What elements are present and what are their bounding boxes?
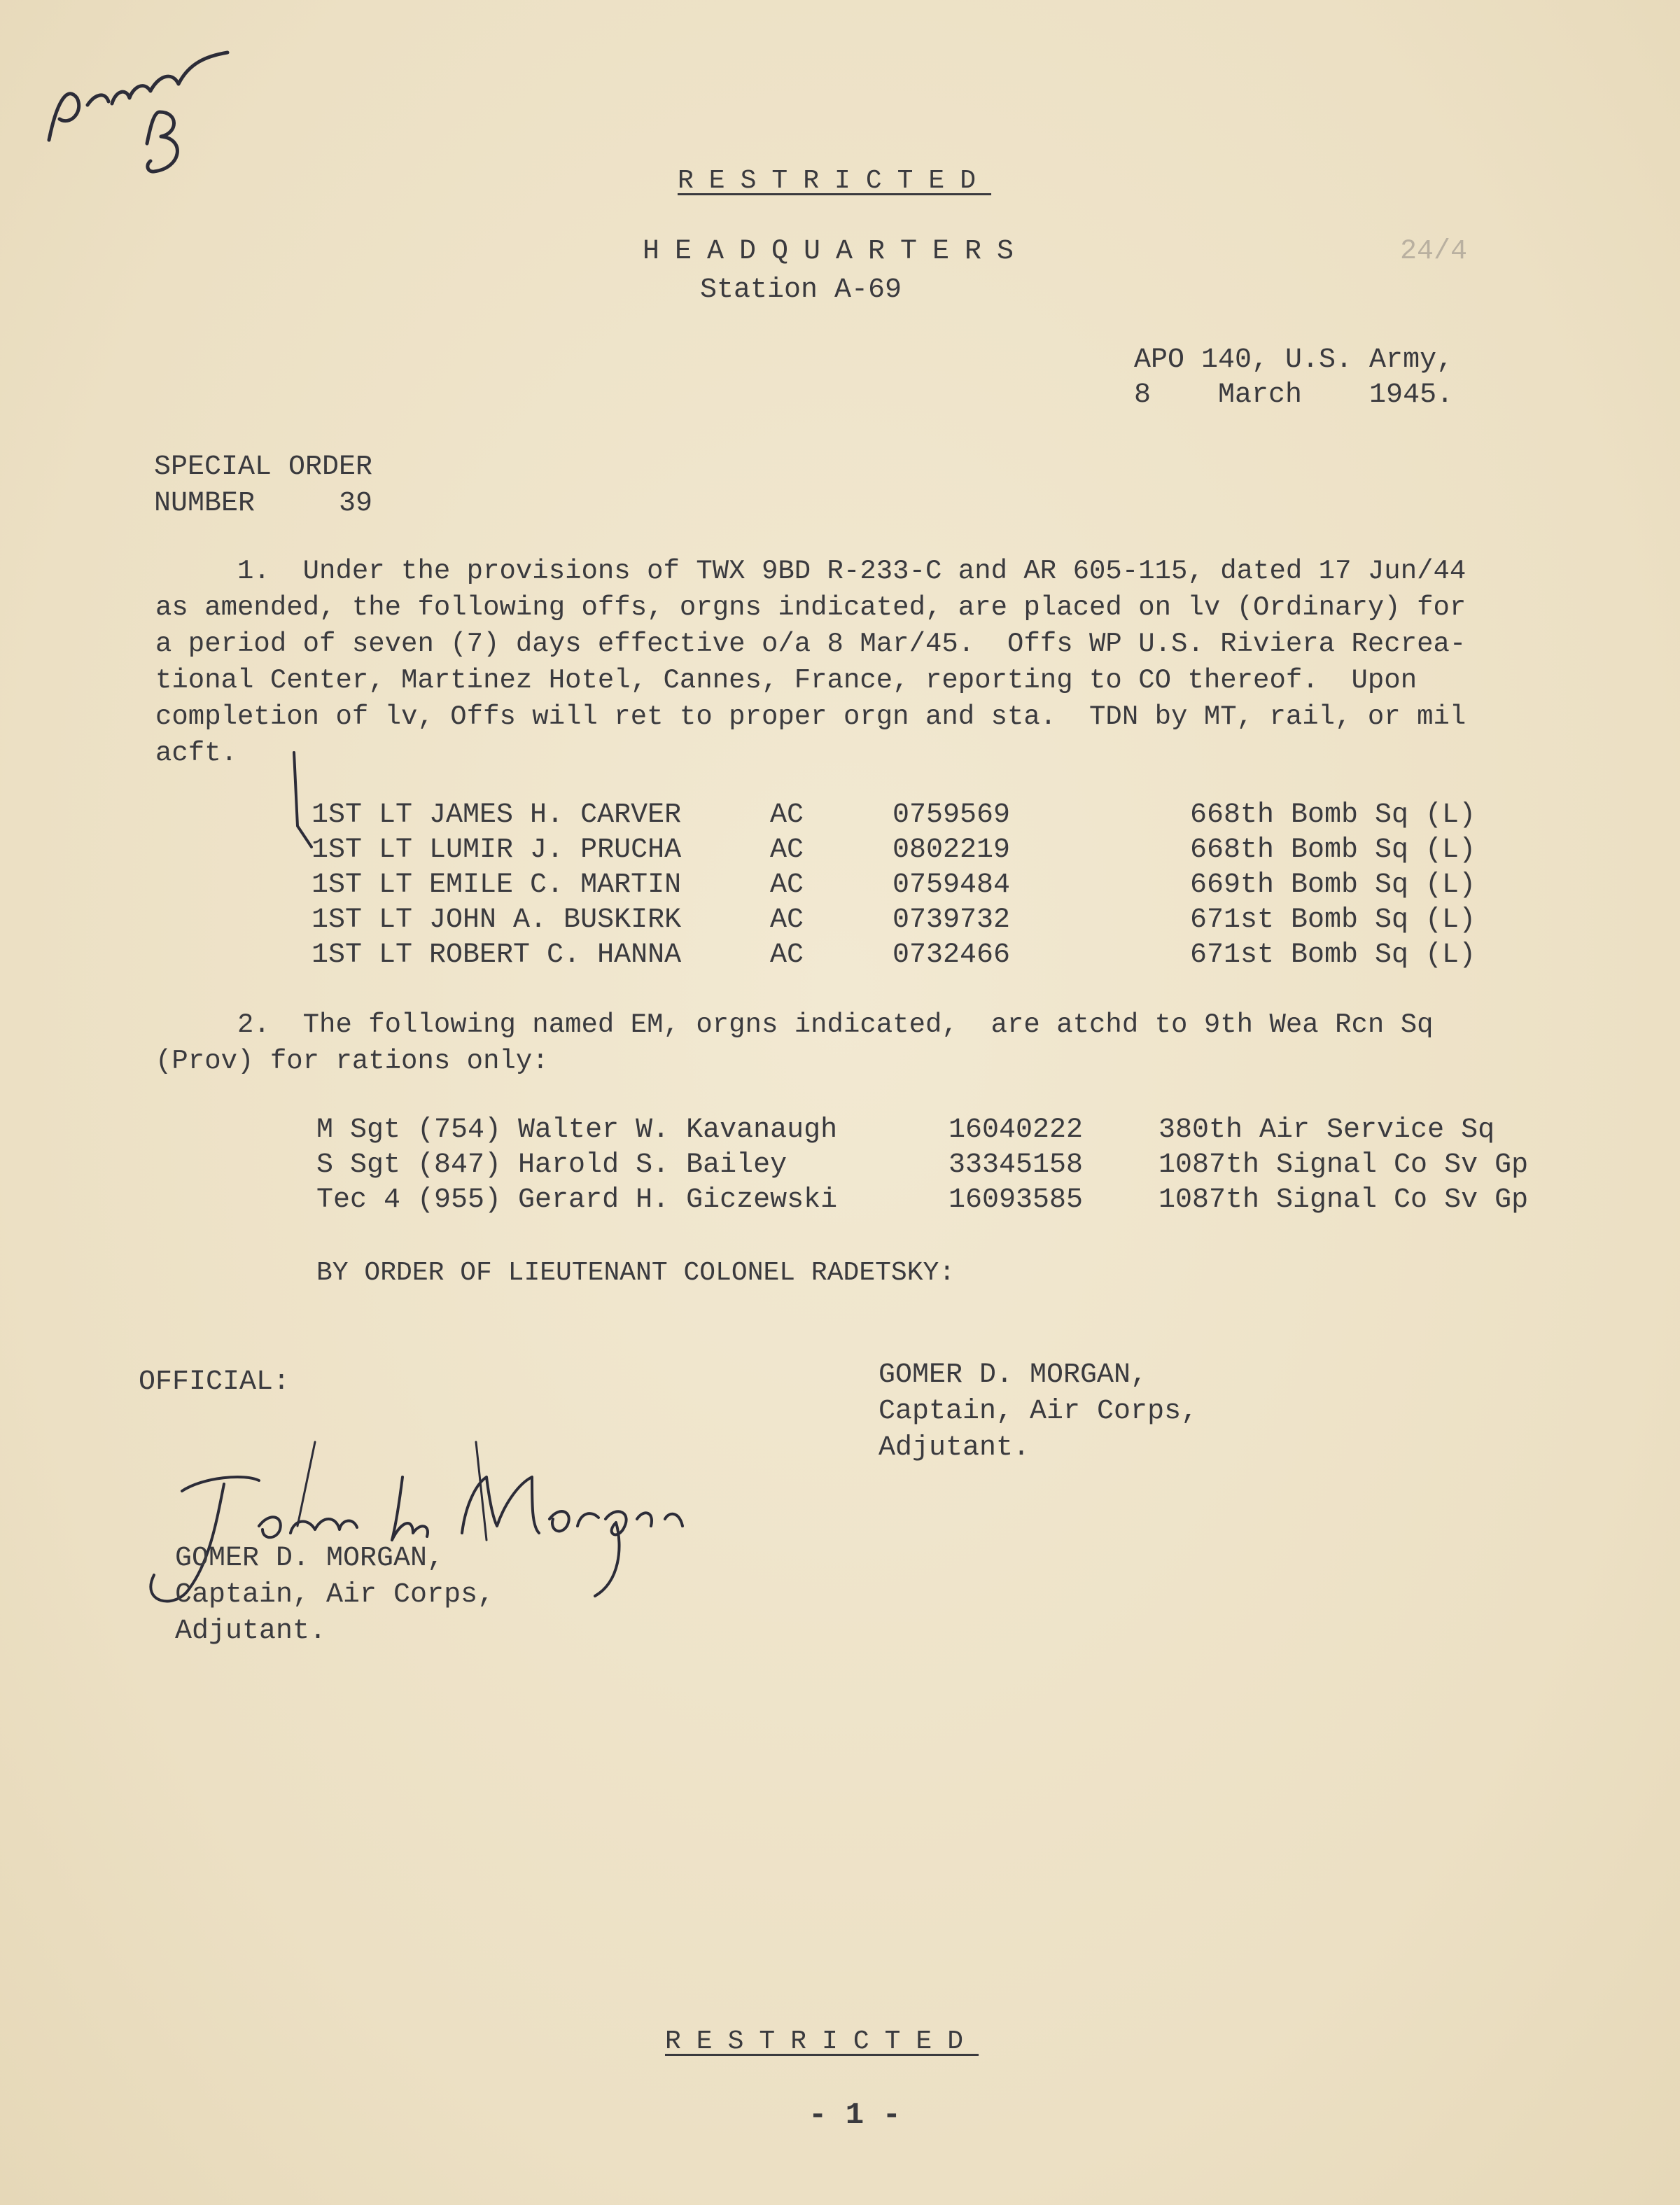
- page-number: - 1 -: [808, 2098, 902, 2133]
- officer-branch: AC: [770, 939, 804, 971]
- date-line: 8 March 1945.: [1134, 379, 1454, 411]
- officer-name: 1ST LT LUMIR J. PRUCHA: [312, 834, 682, 866]
- officer-branch: AC: [770, 869, 804, 901]
- enlisted-name: Tec 4 (955) Gerard H. Giczewski: [316, 1184, 838, 1216]
- para1-line: 1. Under the provisions of TWX 9BD R-233-C and AR 605-115, dated 17 Jun/44: [155, 556, 1466, 587]
- enlisted-name: S Sgt (847) Harold S. Bailey: [316, 1149, 788, 1181]
- official-rank: Captain, Air Corps,: [175, 1579, 495, 1611]
- officer-branch: AC: [770, 799, 804, 831]
- officer-serial: 0732466: [892, 939, 1011, 971]
- signatory-title: Adjutant.: [878, 1432, 1030, 1464]
- para1-line: tional Center, Martinez Hotel, Cannes, France, reporting to CO thereof. Upon: [155, 665, 1418, 696]
- officer-unit: 668th Bomb Sq (L): [1190, 834, 1476, 866]
- officer-branch: AC: [770, 834, 804, 866]
- officer-unit: 668th Bomb Sq (L): [1190, 799, 1476, 831]
- officer-unit: 671st Bomb Sq (L): [1190, 904, 1476, 936]
- official-label: OFFICIAL:: [139, 1366, 290, 1398]
- official-title: Adjutant.: [175, 1616, 327, 1647]
- officer-branch: AC: [770, 904, 804, 936]
- classification-top: RESTRICTED: [678, 166, 992, 196]
- handwritten-corner-note: [28, 21, 238, 189]
- para1-line: completion of lv, Offs will ret to proper orgn and sta. TDN by MT, rail, or mil: [155, 701, 1466, 732]
- marginal-mark: 24/4: [1400, 236, 1468, 267]
- para1-line: a period of seven (7) days effective o/a 8 Mar/45. Offs WP U.S. Riviera Recrea-: [155, 629, 1466, 659]
- para2-line: (Prov) for rations only:: [155, 1046, 549, 1077]
- officer-serial: 0739732: [892, 904, 1011, 936]
- official-name: GOMER D. MORGAN,: [175, 1543, 444, 1574]
- enlisted-unit: 1087th Signal Co Sv Gp: [1158, 1184, 1529, 1216]
- enlisted-unit: 380th Air Service Sq: [1158, 1114, 1495, 1146]
- officer-serial: 0759569: [892, 799, 1011, 831]
- officer-name: 1ST LT JAMES H. CARVER: [312, 799, 682, 831]
- headquarters-heading: HEADQUARTERS: [643, 236, 1030, 267]
- apo-line: APO 140, U.S. Army,: [1134, 344, 1454, 376]
- para1-line: as amended, the following offs, orgns indicated, are placed on lv (Ordinary) for: [155, 592, 1466, 623]
- special-order-label: SPECIAL ORDER: [154, 451, 373, 483]
- enlisted-serial: 16040222: [948, 1114, 1084, 1146]
- order-number: NUMBER 39: [154, 488, 373, 519]
- enlisted-serial: 33345158: [948, 1149, 1084, 1181]
- para2-line: 2. The following named EM, orgns indicated, are atchd to 9th Wea Rcn Sq: [155, 1009, 1434, 1040]
- enlisted-serial: 16093585: [948, 1184, 1084, 1216]
- officer-unit: 669th Bomb Sq (L): [1190, 869, 1476, 901]
- classification-bottom: RESTRICTED: [665, 2026, 979, 2057]
- officer-name: 1ST LT JOHN A. BUSKIRK: [312, 904, 682, 936]
- signatory-name: GOMER D. MORGAN,: [878, 1359, 1148, 1391]
- officer-serial: 0759484: [892, 869, 1011, 901]
- by-order-line: BY ORDER OF LIEUTENANT COLONEL RADETSKY:: [316, 1258, 955, 1288]
- officer-name: 1ST LT EMILE C. MARTIN: [312, 869, 682, 901]
- officer-serial: 0802219: [892, 834, 1011, 866]
- station-line: Station A-69: [700, 274, 902, 306]
- para1-line: acft.: [155, 738, 238, 769]
- officer-unit: 671st Bomb Sq (L): [1190, 939, 1476, 971]
- officer-name: 1ST LT ROBERT C. HANNA: [312, 939, 682, 971]
- enlisted-unit: 1087th Signal Co Sv Gp: [1158, 1149, 1529, 1181]
- enlisted-name: M Sgt (754) Walter W. Kavanaugh: [316, 1114, 838, 1146]
- signatory-rank: Captain, Air Corps,: [878, 1396, 1198, 1427]
